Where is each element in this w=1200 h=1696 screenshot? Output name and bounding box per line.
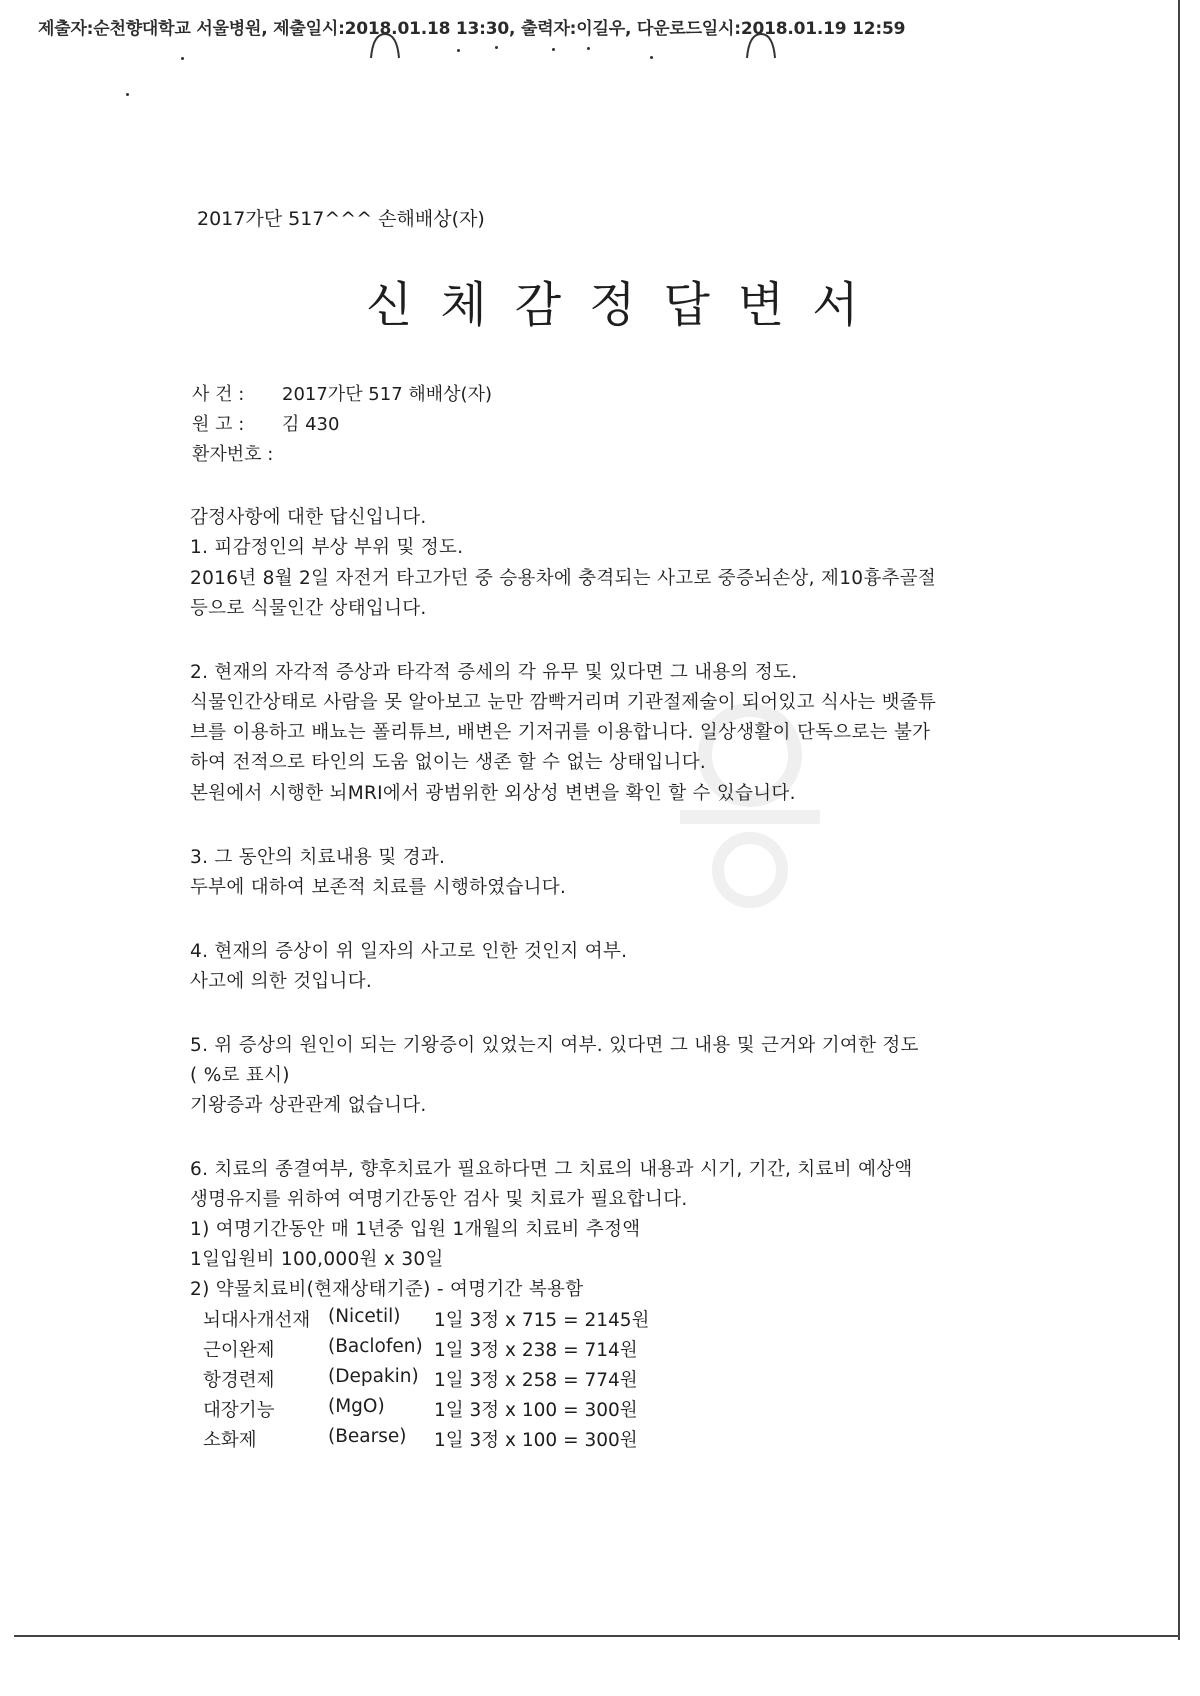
scan-speck	[587, 47, 590, 50]
punch-hole-mark	[744, 30, 778, 60]
meta-patient	[192, 440, 282, 466]
medication-category: 뇌대사개선재	[203, 1310, 311, 1331]
section-text: 등으로 식물인간 상태입니다.	[190, 598, 427, 619]
section-text: 1일입원비 100,000원 x 30일	[190, 1249, 444, 1270]
medication-dose: 1일 3정 x 100 = 300원	[434, 1400, 638, 1421]
meta-case-label: 사 건 :	[192, 384, 245, 405]
section-text: 식물인간상태로 사람을 못 알아보고 눈만 깜빡거리며 기관절제술이 되어있고 식사는 뱃줄튜	[190, 692, 937, 713]
scan-border-right	[1178, 0, 1180, 1640]
medication-drug: (Bearse)	[328, 1426, 407, 1447]
section-heading: 1. 피감정인의 부상 부위 및 정도.	[190, 537, 464, 558]
medication-category: 근이완제	[203, 1340, 275, 1361]
section-heading: 5. 위 증상의 원인이 되는 기왕증이 있었는지 여부. 있다면 그 내용 및 근거와 기여한 정도	[190, 1035, 919, 1056]
intro-line: 감정사항에 대한 답신입니다.	[190, 507, 427, 528]
medication-category: 소화제	[203, 1430, 257, 1451]
section-text: 하여 전적으로 타인의 도움 없이는 생존 할 수 없는 상태입니다.	[190, 752, 707, 773]
section-heading: 6. 치료의 종결여부, 향후치료가 필요하다면 그 치료의 내용과 시기, 기간, 치료비 예상액	[190, 1159, 913, 1180]
document-title: 신체감정답변서	[366, 277, 887, 333]
medication-dose: 1일 3정 x 715 = 2145원	[434, 1310, 650, 1331]
medication-category: 항경련제	[203, 1370, 275, 1391]
meta-plaintiff-label: 원 고 :	[192, 414, 245, 435]
medication-drug: (Nicetil)	[328, 1306, 401, 1327]
section-heading: 4. 현재의 증상이 위 일자의 사고로 인한 것인지 여부.	[190, 941, 628, 962]
meta-plaintiff	[192, 410, 339, 436]
meta-plaintiff-value: 김 430	[282, 414, 340, 435]
section-text: 2016년 8월 2일 자전거 타고가던 중 승용차에 충격되는 사고로 중증뇌손상, 제10흉추골절	[190, 568, 937, 589]
section-text: 본원에서 시행한 뇌MRI에서 광범위한 외상성 변변을 확인 할 수 있습니다.	[190, 783, 796, 804]
meta-case	[192, 380, 492, 406]
section-text: 생명유지를 위하여 여명기간동안 검사 및 치료가 필요합니다.	[190, 1189, 688, 1210]
submission-stamp: 제출자:순천향대학교 서울병원, 제출일시:2018.01.18 13:30, 출력자:이길우, 다운로드일시:2018.01.19 12:59	[38, 19, 906, 39]
meta-patient-label: 환자번호 :	[192, 444, 274, 465]
medication-dose: 1일 3정 x 238 = 714원	[434, 1340, 638, 1361]
scan-speck	[495, 46, 498, 49]
medication-category: 대장기능	[203, 1400, 275, 1421]
scan-speck	[181, 57, 184, 60]
section-text: 브를 이용하고 배뇨는 폴리튜브, 배변은 기저귀를 이용합니다. 일상생활이 단독으로는 불가	[190, 722, 931, 743]
medication-dose: 1일 3정 x 100 = 300원	[434, 1430, 638, 1451]
medication-drug: (MgO)	[328, 1396, 385, 1417]
section-text: ( %로 표시)	[190, 1065, 290, 1086]
medication-drug: (Depakin)	[328, 1366, 419, 1387]
punch-hole-mark	[368, 30, 402, 60]
scan-speck	[650, 56, 653, 59]
meta-case-value: 2017가단 517 해배상(자)	[282, 384, 492, 405]
section-text: 기왕증과 상관관계 없습니다.	[190, 1095, 427, 1116]
section-heading: 3. 그 동안의 치료내용 및 경과.	[190, 847, 446, 868]
section-text: 사고에 의한 것입니다.	[190, 971, 373, 992]
section-text: 1) 여명기간동안 매 1년중 입원 1개월의 치료비 추정액	[190, 1219, 641, 1240]
scan-speck	[552, 48, 555, 51]
case-number-line: 2017가단 517^^^ 손해배상(자)	[197, 208, 485, 230]
section-heading: 2. 현재의 자각적 증상과 타각적 증세의 각 유무 및 있다면 그 내용의 정도.	[190, 662, 798, 683]
medication-dose: 1일 3정 x 258 = 774원	[434, 1370, 638, 1391]
scan-border-bottom	[14, 1635, 1180, 1637]
section-text: 2) 약물치료비(현재상태기준) - 여명기간 복용함	[190, 1279, 584, 1300]
scan-speck	[457, 49, 460, 52]
section-text: 두부에 대하여 보존적 치료를 시행하였습니다.	[190, 877, 567, 898]
medication-drug: (Baclofen)	[328, 1336, 423, 1357]
scan-speck	[126, 93, 129, 96]
